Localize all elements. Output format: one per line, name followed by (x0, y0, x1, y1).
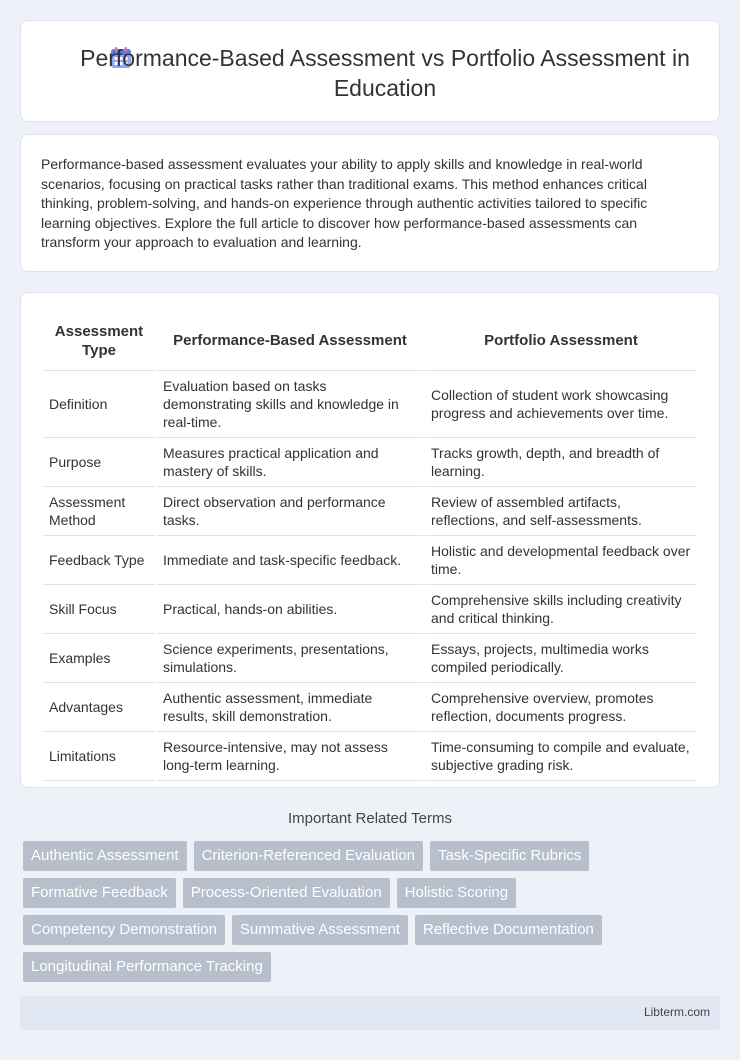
intro-card (20, 134, 720, 272)
column-header: Performance-Based Assessment (157, 311, 423, 371)
table-cell: Practical, hands-on abilities. (157, 585, 423, 634)
table-cell: Skill Focus (43, 585, 155, 634)
related-term-tag[interactable]: Authentic Assessment (23, 841, 187, 871)
related-term-tag[interactable]: Holistic Scoring (397, 878, 516, 908)
table-cell: Advantages (43, 683, 155, 732)
table-cell: Review of assembled artifacts, reflections, and self-assessments. (425, 487, 697, 536)
title-card (20, 20, 720, 122)
related-term-tag[interactable]: Criterion-Referenced Evaluation (194, 841, 423, 871)
related-terms-list (23, 841, 723, 982)
table-cell: Definition (43, 371, 155, 438)
related-term-tag[interactable]: Process-Oriented Evaluation (183, 878, 390, 908)
page-title: Performance-Based Assessment vs Portfolio Assessment in Education (80, 45, 690, 101)
table-cell: Direct observation and performance tasks. (157, 487, 423, 536)
table-cell: Essays, projects, multimedia works compiled periodically. (425, 634, 697, 683)
table-cell: Comprehensive overview, promotes reflection, documents progress. (425, 683, 697, 732)
comparison-table (41, 311, 699, 781)
table-header-row (43, 311, 697, 371)
comparison-table-card (20, 292, 720, 788)
table-row (43, 371, 697, 438)
column-header: Portfolio Assessment (425, 311, 697, 371)
intro-paragraph: Performance-based assessment evaluates your ability to apply skills and knowledge in real-world scenarios, focusing on practical tasks rather than traditional exams. This method enhances critical thinking, problem-solving, and hands-on experience through authentic activities tailored to specific learning objectives. Explore the full article to discover how performance-based assessments can transform your approach to evaluation and learning. (41, 156, 648, 250)
table-cell: Examples (43, 634, 155, 683)
related-term-tag[interactable]: Summative Assessment (232, 915, 408, 945)
related-term-tag[interactable]: Formative Feedback (23, 878, 176, 908)
table-cell: Resource-intensive, may not assess long-term learning. (157, 732, 423, 781)
table-cell: Purpose (43, 438, 155, 487)
table-cell: Tracks growth, depth, and breadth of learning. (425, 438, 697, 487)
table-cell: Limitations (43, 732, 155, 781)
table-row (43, 438, 697, 487)
table-cell: Immediate and task-specific feedback. (157, 536, 423, 585)
table-cell: Time-consuming to compile and evaluate, subjective grading risk. (425, 732, 697, 781)
table-cell: Assessment Method (43, 487, 155, 536)
footer (20, 996, 720, 1030)
table-cell: Holistic and developmental feedback over time. (425, 536, 697, 585)
table-cell: Comprehensive skills including creativity and critical thinking. (425, 585, 697, 634)
table-row (43, 683, 697, 732)
table-cell: Collection of student work showcasing progress and achievements over time. (425, 371, 697, 438)
table-row (43, 732, 697, 781)
related-term-tag[interactable]: Longitudinal Performance Tracking (23, 952, 271, 982)
table-row (43, 536, 697, 585)
related-term-tag[interactable]: Task-Specific Rubrics (430, 841, 589, 871)
table-row (43, 634, 697, 683)
table-row (43, 585, 697, 634)
table-cell: Measures practical application and mastery of skills. (157, 438, 423, 487)
table-cell: Science experiments, presentations, simulations. (157, 634, 423, 683)
related-terms-heading: Important Related Terms (288, 810, 452, 827)
related-term-tag[interactable]: Reflective Documentation (415, 915, 602, 945)
column-header: Assessment Type (43, 311, 155, 371)
table-cell: Feedback Type (43, 536, 155, 585)
related-term-tag[interactable]: Competency Demonstration (23, 915, 225, 945)
table-cell: Authentic assessment, immediate results, skill demonstration. (157, 683, 423, 732)
table-row (43, 487, 697, 536)
footer-site-link[interactable]: Libterm.com (643, 1005, 710, 1019)
table-cell: Evaluation based on tasks demonstrating skills and knowledge in real-time. (157, 371, 423, 438)
